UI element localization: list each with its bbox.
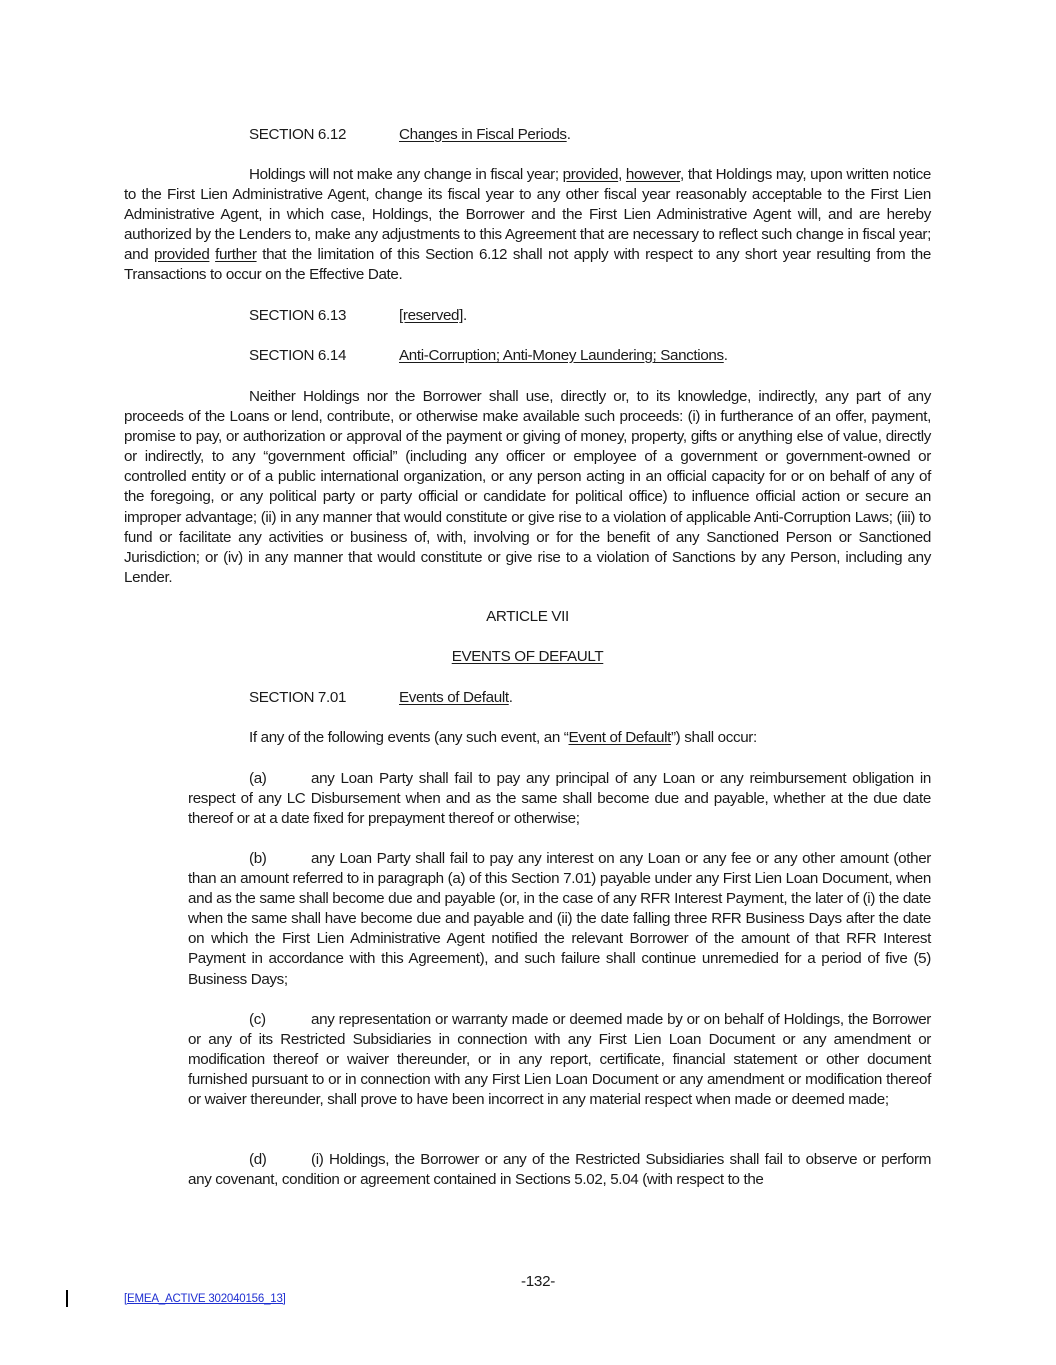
article-title: EVENTS OF DEFAULT xyxy=(451,648,604,665)
article-number: ARTICLE VII xyxy=(486,608,569,625)
document-id-link[interactable]: [EMEA_ACTIVE 302040156_13] xyxy=(124,1293,286,1305)
section-6-12-heading: SECTION 6.12 Changes in Fiscal Periods. xyxy=(249,126,571,143)
section-title: Anti-Corruption; Anti-Money Laundering; Sanctions xyxy=(399,347,724,364)
section-6-14-heading: SECTION 6.14 Anti-Corruption; Anti-Money Laundering; Sanctions. xyxy=(249,347,728,364)
item-label: (c) xyxy=(249,1011,266,1028)
section-7-01-intro: If any of the following events (any such event, an “Event of Default”) shall occur: xyxy=(249,729,757,746)
section-6-12-body: Holdings will not make any change in fiscal year; provided, however, that Holdings may, upon written notice to the First Lien Administrative Agent, change its fiscal year to any other fiscal year reasonably acceptable to the First Lien Administrative Agent, in which case, Holdings, the Borrower and the First Lien Administrative Agent will, and are hereby authorized by the Lenders to, make any adjustments to this Agreement that are necessary to reflect such change in fiscal year; and provided further that the limitation of this Section 6.12 shall not apply with respect to any short year resulting from the Transactions to occur on the Effective Date. xyxy=(124,166,932,284)
section-number: SECTION 6.14 xyxy=(249,347,347,364)
section-title: [reserved] xyxy=(399,307,464,324)
section-title: Events of Default xyxy=(399,689,509,706)
section-number: SECTION 6.12 xyxy=(249,126,347,143)
list-item: (c) any representation or warranty made or deemed made by or on behalf of Holdings, the Borrower or any of its Restricted Subsidiaries in connection with any First Lien Loan Document or any amendment or modification thereof or waiver thereunder, or in any report, certificate, financial statement or other document furnished pursuant to or in connection with any First Lien Loan Document or any amendment or modification thereof or waiver thereunder, shall prove to have been incorrect in any material respect when made or deemed made; xyxy=(188,1011,931,1109)
section-7-01-heading: SECTION 7.01 Events of Default. xyxy=(249,689,513,706)
item-label: (d) xyxy=(249,1151,267,1168)
list-item: (a) any Loan Party shall fail to pay any principal of any Loan or any reimbursement obligation in respect of any LC Disbursement when and as the same shall become due and payable, whether at the due date thereof or at a date fixed for prepayment thereof or otherwise; xyxy=(188,770,931,828)
item-label: (b) xyxy=(249,850,267,867)
section-6-13-heading: SECTION 6.13 [reserved]. xyxy=(249,307,467,324)
change-bar xyxy=(66,1290,68,1307)
section-number: SECTION 7.01 xyxy=(249,689,347,706)
section-6-14-body: Neither Holdings nor the Borrower shall use, directly or, to its knowledge, indirectly, any part of any proceeds of the Loans or lend, contribute, or otherwise make available such proceeds: (i) in furtherance of an offer, payment, promise to pay, or authorization or approval of the payment or giving of money, property, gifts or anything else of value, directly or indirectly, to any “government official” (including any officer or employee of a government or government-owned or controlled entity or of a public international organization, or any person acting in an official capacity for or on behalf of any of the foregoing, or any political party or party official or candidate for political office) to influence official action or secure an improper advantage; (ii) in any manner that would constitute or give rise to a violation of applicable Anti-Corruption Laws; (iii) to fund or facilitate any activities or business of, with, involving or for the benefit of any Sanctioned Person or Sanctioned Jurisdiction; or (iv) in any manner that would constitute or give rise to a violation of Sanctions by any Person, including any Lender. xyxy=(124,388,931,586)
list-item: (d) (i) Holdings, the Borrower or any of the Restricted Subsidiaries shall fail to observe or perform any covenant, condition or agreement contained in Sections 5.02, 5.04 (with respect to the xyxy=(188,1151,931,1189)
section-number: SECTION 6.13 xyxy=(249,307,347,324)
section-title: Changes in Fiscal Periods xyxy=(399,126,567,143)
list-item: (b) any Loan Party shall fail to pay any interest on any Loan or any fee or any other amount (other than an amount referred to in paragraph (a) of this Section 7.01) payable under any First Lien Loan Document, when and as the same shall become due and payable (or, in the case of any RFR Interest Payment, the later of (i) the date when the same shall have become due and payable and (ii) the date falling three RFR Business Days after the date on which the First Lien Administrative Agent notified the relevant Borrower of the amount of that RFR Interest Payment in accordance with this Agreement), and such failure shall continue unremedied for a period of five (5) Business Days; xyxy=(188,850,931,988)
item-label: (a) xyxy=(249,770,267,787)
page-number: -132- xyxy=(521,1273,555,1290)
